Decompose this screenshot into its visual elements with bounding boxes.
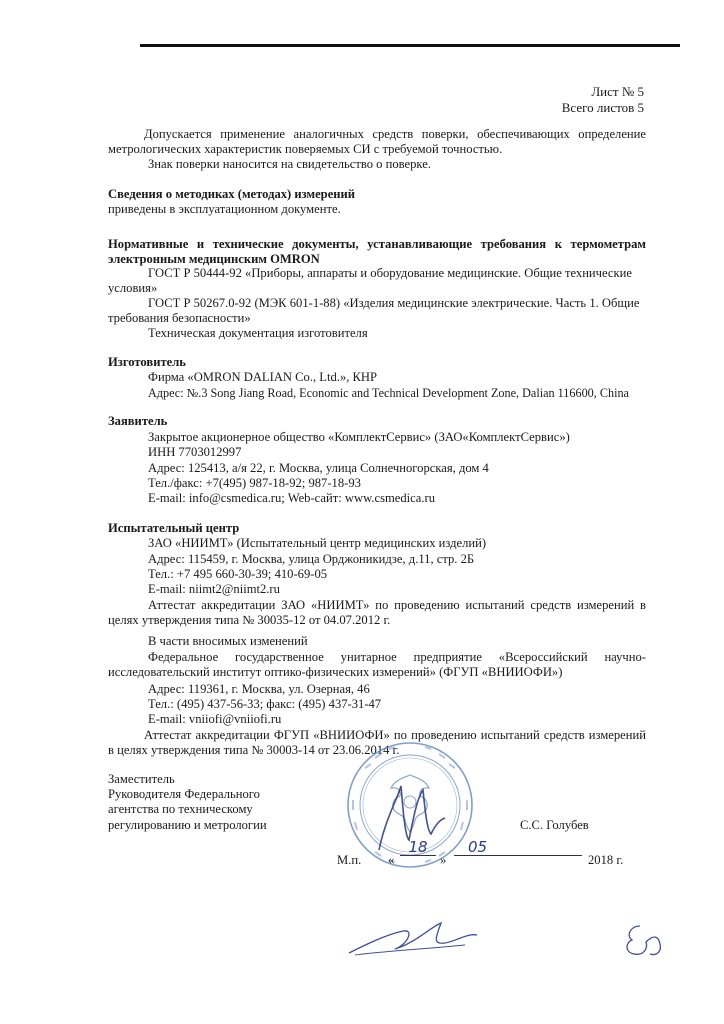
testcenter-line: E-mail: niimt2@niimt2.ru [148,582,280,596]
sheet-number: Лист № 5 [591,84,644,99]
vniiofi-accreditation: Аттестат аккредитации ФГУП «ВНИИОФИ» по проведению испытаний средств измерений в целях утверждения типа № 30003-14 от 23.06.2014 г. [108,728,646,758]
vniiofi-line: E-mail: vniiofi@vniiofi.ru [148,712,282,726]
methods-text: приведены в эксплуатационном документе. [108,202,341,216]
testcenter-heading: Испытательный центр [108,521,240,535]
handwritten-signature-icon [345,915,485,965]
signatory-title-line: Заместитель [108,772,175,786]
signatory-title-line: агентства по техническому [108,802,253,817]
top-rule [140,44,680,47]
methods-heading: Сведения о методиках (методах) измерений [108,187,356,201]
manufacturer-line: Фирма «OMRON DALIAN Co., Ltd.», КНР [148,370,378,384]
applicant-line: Закрытое акционерное общество «КомплектСервис» (ЗАО«КомплектСервис») [148,430,570,444]
vniiofi-line: Тел.: (495) 437-56-33; факс: (495) 437-31-47 [148,697,382,711]
applicant-heading: Заявитель [108,414,168,428]
signatory-title-line: регулированию и метрологии [108,817,267,832]
norm-item: Техническая документация изготовителя [148,326,368,340]
changes-label: В части вносимых изменений [148,634,308,648]
manufacturer-heading: Изготовитель [108,355,186,369]
applicant-line: Адрес: 125413, а/я 22, г. Москва, улица Солнечногорская, дом 4 [148,461,489,475]
norms-heading: Нормативные и технические документы, устанавливающие требования к термометрам электронным медицинским OMRON [108,237,646,267]
date-month: 05 [454,840,582,856]
initials-signature-icon [618,918,668,962]
testcenter-accreditation: Аттестат аккредитации ЗАО «НИИМТ» по проведению испытаний средств измерений в целях утверждения типа № 30035-12 от 04.07.2012 г. [108,598,646,628]
applicant-line: ИНН 7703012997 [148,445,242,459]
date-year: 2018 г. [588,853,624,867]
applicant-line: Тел./факс: +7(495) 987-18-92; 987-18-93 [148,476,361,490]
date-close-quote: » [440,853,447,867]
seal-place-label: М.п. [337,853,362,867]
date-open-quote: « [388,853,395,867]
testcenter-line: ЗАО «НИИМТ» (Испытательный центр медицинских изделий) [148,536,487,550]
applicant-line: E-mail: info@csmedica.ru; Web-сайт: www.csmedica.ru [148,491,435,505]
vniiofi-org: Федеральное государственное унитарное предприятие «Всероссийский научно-исследовательский институт оптико-физических измерений» (ФГУП «ВНИИОФИ») [108,650,646,680]
intro-verification-mark: Знак поверки наносится на свидетельство о поверке. [148,157,431,171]
signatory-name: С.С. Голубев [520,818,589,832]
testcenter-line: Адрес: 115459, г. Москва, улица Орджоникидзе, д.11, стр. 2Б [148,552,475,566]
date-day: 18 [400,840,436,856]
testcenter-line: Тел.: +7 495 660-30-39; 410-69-05 [148,567,328,581]
norm-item: ГОСТ Р 50267.0-92 (МЭК 601-1-88) «Изделия медицинские электрические. Часть 1. Общие требования безопасности» [108,296,640,326]
total-sheets: Всего листов 5 [561,100,644,115]
sheet-number-block [562,84,644,116]
signatory-title-line: Руководителя Федерального [108,787,260,802]
intro-paragraph: Допускается применение аналогичных средств поверки, обеспечивающих определение метрологических характеристик поверяемых СИ с требуемой точностью. [108,127,646,157]
manufacturer-line: Адрес: №.3 Song Jiang Road, Economic and Technical Development Zone, Dalian 116600, China [148,386,629,400]
norm-item: ГОСТ Р 50444-92 «Приборы, аппараты и оборудование медицинские. Общие технические условия» [108,266,632,296]
signatory-title [108,772,308,833]
vniiofi-line: Адрес: 119361, г. Москва, ул. Озерная, 46 [148,682,370,696]
